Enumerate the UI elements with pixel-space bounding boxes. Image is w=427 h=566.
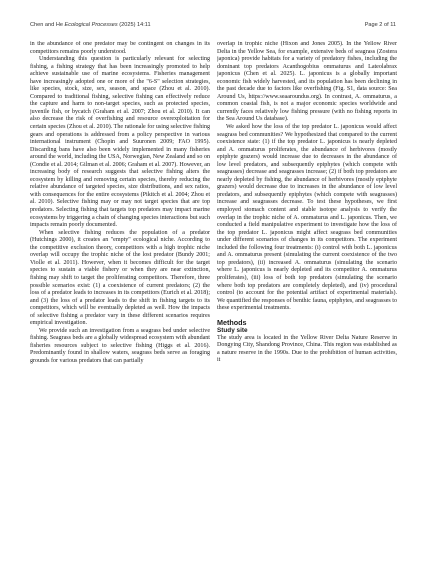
paragraph: We provide such an investigation from a seagrass bed under selective fishing. Seagrass beds are a globally widespread ecosystem with abundant fisheries resources subject to selective fishing (Higgs et al. 2016). Predominantly found in shallow waters, seagrass beds serve as foraging grounds for various predators that can partially — [30, 327, 210, 364]
paragraph: The study area is located in the Yellow River Delta Nature Reserve in Dongying City, Shandong Province, China. This region was established as a nature reserve in the 1990s. Due to the prohibition of human activities, it — [217, 334, 397, 364]
paragraph: Understanding this question is particularly relevant for selecting fishing, a fishing strategy that has been increasingly promoted to help achieve sustainable use of marine ecosystems. Fisheries management have increasingly adopted one or more of the "6-S" selection strategies, like species, stock, size, sex, season, and space (Zhou et al. 2010). Compared to traditional fishing, selective fishing can effectively reduce the capture and harm to non-target species, such as protected species, juvenile fish, or bycatch (Graham et al. 2007; Zhou et al. 2010). It can also decrease the risk of overfishing and resource overexploitation for certain species (Zhou et al. 2010). The rationale for using selective fishing gears and operations is addressed from a policy perspective in various international instrument (Chopin and Suuronen 2009; FAO 1995). Discarding bans have also been widely implemented in many fisheries around the world, including the USA, Norwegian, New Zealand and so on (Condie et al. 2014; Gilman et al. 2006; Graham et al. 2007). However, an increasing body of research suggests that selective fishing alters the ecosystem by killing and removing certain species, thereby reducing the relative abundance of targeted species, size distributions, and sex ratios, with consequences for the entire ecosystems (Pikitch et al. 2004; Zhou et al. 2010). Selective fishing may or may not target species that are top predators. Selecting fishing that targets top predators may impact marine ecosystems by triggering a chain of changing species interactions but such impacts remain poorly documented. — [30, 56, 210, 229]
paragraph: We asked how the loss of the top predator L. japonicus would affect seagrass bed communities? We hypothesized that compared to the current coexistence state: (1) if the top predator L. japonicus is nearly depleted and A. ommaturus proliferates, the abundance of herbivores (mostly epiphyte grazers) would increase due to decreases in the abundance of low level predators, and subsequently epiphytes (which compete with seagrasses) decrease and seagrasses increase; (2) if both top predators are nearly depleted by fishing, the abundance of herbivores (mostly epiphyte grazers) would decrease due to increases in the abundance of low level predators, and subsequently epiphytes (which compete with seagrasses) increase and seagrasses decrease. To test these hypotheses, we first employed stomach content and stable isotope analysis to verify the overlap in the trophic niche of A. ommaturus and L. japonicus. Then, we conducted a field manipulative experiment to investigate how the loss of the top predator L. japonicus might affect seagrass bed communities under different scenarios of changes in its competitors. The experiment included the following four treatments: (i) control with both L. japonicus and A. ommaturus present (simulating the current coexistence of the two top predators), (ii) increased A. ommaturus (simulating the scenario where L. japonicus is nearly depleted and its competitor A. ommaturus proliferates), (iii) loss of both top predators (simulating the scenario where both top predators are completely depleted), and (iv) procedural control (to account for the potential artifact of experimental materials). We quantified the responses of benthic fauna, epiphytes, and seagrasses to these experimental treatments. — [217, 124, 397, 312]
header-citation — [30, 22, 151, 28]
header-authors: Chen and He — [30, 22, 63, 28]
paragraph: When selective fishing reduces the population of a predator (Hutchings 2000), it creates an "empty" ecological niche. According to the competitive exclusion theory, competitors with a high trophic niche overlap will occupy the trophic niche of the lost predator (Bundy 2001; Violle et al. 2011). However, when it becomes difficult for the target species to sustain a viable fishery or when they are near extinction, fishing may shift to target the proliferating competitors. Therefore, three possible scenarios exist: (1) a coexistence of current predators; (2) the loss of a predator leads to increases in its competitors (Eurich et al. 2018); and (3) the loss of a predator leads to the shift in fishing targets to its competitors, which will be eventually depleted as well. How the impacts of selective fishing a predator vary in these different scenarios requires empirical investigation. — [30, 229, 210, 327]
left-column — [30, 41, 210, 563]
page-number: Page 2 of 11 — [364, 22, 396, 28]
running-header — [30, 22, 396, 31]
paragraph: in the abundance of one predator may be contingent on changes in its competitors remains poorly understood. — [30, 41, 210, 55]
right-column — [217, 41, 397, 563]
header-year-volume: (2025) 14:11 — [119, 22, 151, 28]
section-heading-methods: Methods — [217, 317, 247, 327]
subsection-heading-study-site: Study site — [217, 326, 248, 334]
paragraph: overlap in trophic niche (Hixon and Jones 2005). In the Yellow River Delta in the Yellow Sea, for example, extensive beds of seagrass (Zostera japonica) provide habitats for a variety of predatory fishes, including the dominant top predators Acanthogobius ommaturus and Lateolabrax japonicus (Chen et al. 2025). L. japonicus is a globally important economic fish widely harvested, and its population has been declining in the past decade due to factors like overfishing (Fig. S1, data source: Sea Around Us, https://www.seaaroundus.org). In contrast, A. ommaturus, a common coastal fish, is not a major economic species worldwide and currently faces relatively low fishing pressure (with no fishing reports in the Sea Around Us database). — [217, 41, 397, 123]
header-journal: Ecological Processes — [64, 22, 118, 28]
